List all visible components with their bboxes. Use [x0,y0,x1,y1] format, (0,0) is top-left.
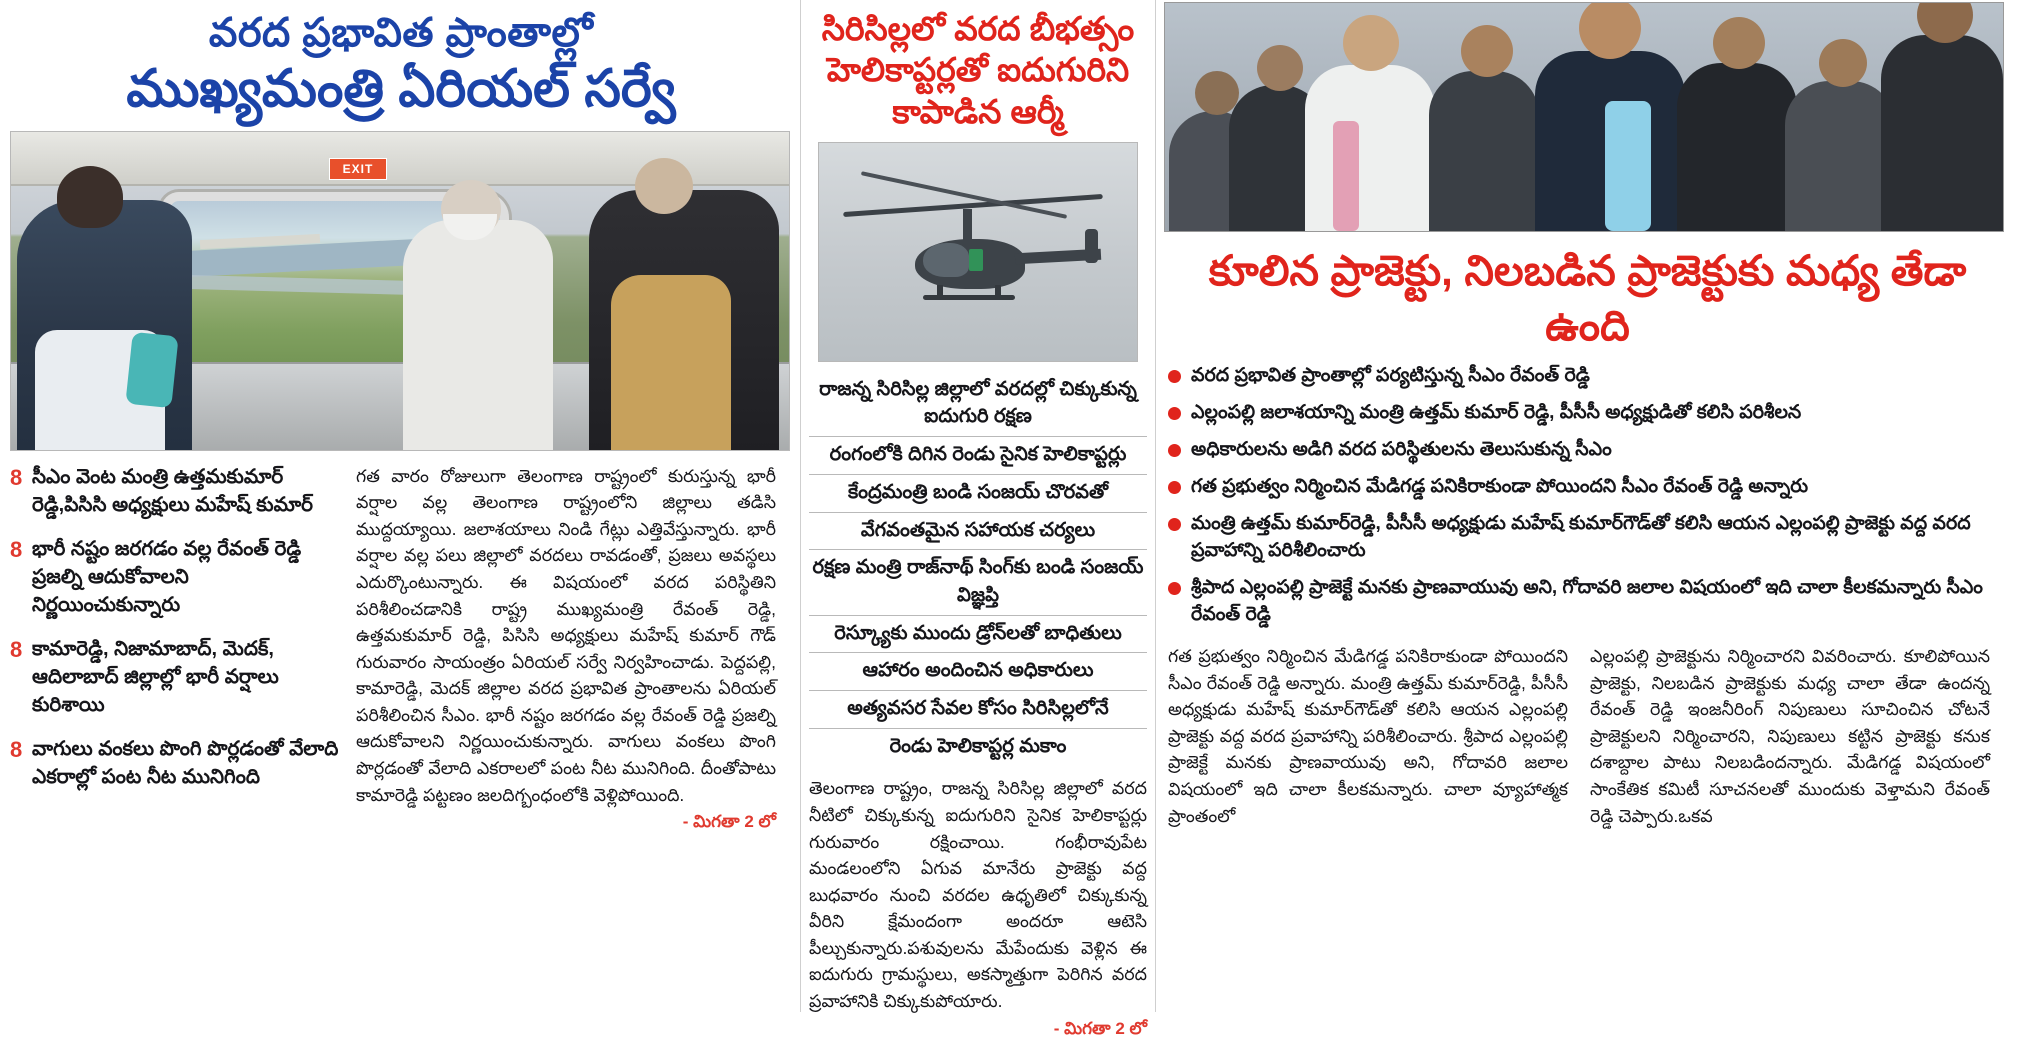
column1-headline-line2: ముఖ్యమంత్రి ఏరియల్ సర్వే [126,60,676,119]
column1-headline [10,0,792,121]
column1-article: గత వారం రోజులుగా తెలంగాణ రాష్ట్రంలో కురుస్తున్న భారీ వర్షాల వల్ల తెలంగాణ రాష్ట్రంలోని జిల్లాలు తడిసి ముద్దయ్యాయి. జలాశయాలు నిండి గేట్లు ఎత్తివేస్తున్నారు. భారీ వర్షాల వల్ల పలు జిల్లాలో వరదలు రావడంతో, ప్రజలు అవస్థలు ఎదుర్కొంటున్నారు. ఈ విషయంలో వరద పరిస్థితిని పరిశీలించడానికి రాష్ట్ర ముఖ్యమంత్రి రేవంత్ రెడ్డి, ఉత్తమకుమార్ రెడ్డి, పిసిసి అధ్యక్షులు మహేష్ కుమార్ గౌడ్ గురువారం సాయంత్రం ఏరియల్ సర్వే నిర్వహించాడు. పెద్దపల్లి, కామారెడ్డి, మెదక్ జిల్లాల వరద ప్రభావిత ప్రాంతాలను ఏరియల్ పరిశీలించిన సీఎం. భారీ నష్టం జరగడం వల్ల రేవంత్ రెడ్డి ప్రజల్ని ఆదుకోవాలని నిర్ణయించుకున్నారు. వాగులు వంకలు పొంగి పొర్లడంతో వేలాది ఎకరాలలో పంట నీట మునిగింది. దీంతోపాటు కామారెడ్డి పట్టణం జలదిగ్బంధంలోకి వెళ్లిపోయింది. [356,465,776,805]
column-middle [800,0,1155,1038]
person-1-head [1195,71,1239,115]
column3-article-right: ఎల్లంపల్లి ప్రాజెక్టును నిర్మించారని వివరించారు. కూలిపోయిన ప్రాజెక్టు, నిలబడిన ప్రాజెక్టుకు మధ్య చాలా తేడా ఉందన్న రేవంత్ రెడ్డి ఇంజనీరింగ్ నిపుణులు సూచించిన చోటనే ప్రాజెక్టులని నిర్మించారని, నిపుణులు కట్టిన ప్రాజెక్టు కనుక దశాబ్దాల పాటు నిలబడిందన్నారు. మేడిగడ్డ విషయంలో సాంకేతిక కమిటీ సూచనలతో ముందుకు వెళ్తామని రేవంత్ రెడ్డి చెప్పారు.ఒకవ [1590,645,1990,826]
helicopter-marking [969,249,983,271]
blue-scarf [1605,101,1651,231]
person-4-head [1461,25,1513,77]
kicker-line: రక్షణ మంత్రి రాజ్‌నాథ్ సింగ్‌కు బండి సంజయ్ విజ్ఞప్తి [809,550,1147,615]
kicker-line: కేంద్రమంత్రి బండి సంజయ్ చొరవతో [809,475,1147,513]
list-item [1168,400,2007,427]
column1-bullet-list [10,463,340,837]
kicker-line: రెస్క్యూకు ముందు డ్రోన్‌లతో బాధితులు [809,616,1147,654]
person-4 [1429,71,1539,231]
column3-article-columns [1164,643,2011,829]
bullet-marker: 8 [10,736,23,762]
bullet-dot-icon [1168,407,1181,420]
list-item [10,735,340,791]
person-white-kurta-head [1343,15,1399,71]
bullet-dot-icon [1168,370,1181,383]
kicker-line: రంగంలోకి దిగిన రెండు సైనిక హెలికాప్టర్లు [809,437,1147,475]
list-item [10,535,340,619]
kicker-line: రాజన్న సిరిసిల్ల జిల్లాలో వరదల్లో చిక్కుకున్న ఐదుగురి రక్షణ [809,372,1147,437]
bullet-text: వాగులు వంకలు పొంగి పొర్లడంతో వేలాది ఎకరాల్లో పంట నీట మునిగింది [32,737,339,788]
column1-continuation: - మిగతా 2 లో [682,812,776,832]
bullet-text: మంత్రి ఉత్తమ్ కుమార్‌రెడ్డి, పీసీసీ అధ్యక్షుడు మహేష్ కుమార్‌గౌడ్‌తో కలిసి ఆయన ఎల్లంపల్లి ప్రాజెక్టు వద్ద వరద ప్రవాహాన్ని పరిశీలించారు [1191,513,1971,562]
kicker-line: రెండు హెలికాప్టర్ల మకాం [889,734,1067,757]
bullet-text: గత ప్రభుత్వం నిర్మించిన మేడిగడ్డ పనికిరాకుండా పోయిందని సీఎం రేవంత్ రెడ్డి అన్నారు [1191,476,1809,498]
column1-article-wrap [356,463,776,837]
bullet-marker: 8 [10,536,23,562]
scarf [125,331,178,407]
column2-kicker-list [809,372,1147,766]
cm-visit-photo [1164,2,2004,232]
exit-sign: EXIT [329,158,387,180]
person-white-kurta [1305,65,1435,231]
helicopter-photo [818,142,1138,362]
list-item [1168,363,2007,390]
column2-article: తెలంగాణ రాష్ట్రం, రాజన్న సిరిసిల్ల జిల్లాలో వరద నీటిలో చిక్కుకున్న ఐదుగురిని సైనిక హెలికాప్టర్లు గురువారం రక్షించాయి. గంభీరావుపేట మండలంలోని ఏగువ మానేరు ప్రాజెక్టు వద్ద బుధవారం నుంచి వరదల ఉధృతిలో చిక్కుకున్న వీరిని క్షేమందంగా అందరూ ఆటెసి పీల్చుకున్నారు.పశువులను మేపేందుకు వెళ్లిన ఈ ఐదుగురు గ్రామస్థులు, అకస్మాత్తుగా పెరిగిన వరద ప్రవాహానికి చిక్కుకుపోయారు. [809,778,1147,1012]
person-7 [1785,81,1895,231]
column-left [0,0,800,1012]
bullet-dot-icon [1168,444,1181,457]
list-item [1168,437,2007,464]
column-right [1155,0,2021,1012]
kicker-line: ఆహారం అందించిన అధికారులు [809,653,1147,691]
list-item [1168,474,2007,501]
person-left [17,200,192,450]
helicopter-tail-fin [1085,229,1098,263]
person-right-head [635,158,693,214]
list-item [10,463,340,519]
kicker-line: అత్యవసర సేవల కోసం సిరిసిల్లలోనే [809,691,1147,729]
bullet-text: ఎల్లంపల్లి జలాశయాన్ని మంత్రి ఉత్తమ్ కుమార్ రెడ్డి, పీసీసీ అధ్యక్షుడితో కలిసి పరిశీలన [1191,402,1802,424]
aerial-survey-photo [10,131,790,451]
person-2-head [1257,45,1303,91]
rotor-mast [963,209,972,243]
person-8 [1881,35,2003,231]
bullet-text: కామారెడ్డి, నిజామాబాద్, మెదక్, ఆదిలాబాద్ జిల్లాల్లో భారీ వర్షాలు కురిశాయి [32,637,279,716]
crowd-group [1165,31,2003,231]
column1-headline-line1: వరద ప్రభావిత ప్రాంతాల్లో [208,11,594,55]
person-7-head [1819,39,1867,87]
bullet-text: భారీ నష్టం జరగడం వల్ల రేవంత్ రెడ్డి ప్రజల్ని ఆదుకోవాలని నిర్ణయించుకున్నారు [32,537,302,616]
list-item [1168,511,2007,565]
column1-body [10,463,792,837]
helicopter-skid-strut-1 [937,285,943,299]
helicopter-skid-strut-2 [995,285,1001,299]
column3-headline: కూలిన ప్రాజెక్టు, నిలబడిన ప్రాజెక్టుకు మధ్య తేడా ఉంది [1208,247,1967,349]
bullet-dot-icon [1168,481,1181,494]
list-item [1168,575,2007,629]
list-item [10,635,340,719]
column3-bullet-list [1164,363,2011,629]
column2-continuation: - మిగతా 2 లో [1053,1018,1147,1038]
bullet-dot-icon [1168,518,1181,531]
bullet-text: శ్రీపాద ఎల్లంపల్లి ప్రాజెక్టే మనకు ప్రాణవాయువు అని, గోదావరి జలాల విషయంలో ఇది చాలా కీలకమన్నారు సీఎం రేవంత్ రెడ్డి [1191,577,1983,625]
bullet-marker: 8 [10,636,23,662]
column2-headline: సిరిసిల్లలో వరద బీభత్సం హెలికాప్టర్లతో ఐదుగురిని కాపాడిన ఆర్మీ [821,10,1135,130]
helicopter-cabin [923,243,969,277]
bullet-text: సీఎం వెంట మంత్రి ఉత్తమకుమార్ రెడ్డి,పిసిసి అధ్యక్షులు మహేష్ కుమార్ [32,465,314,516]
bullet-marker: 8 [10,464,23,490]
bullet-text: అధికారులను అడిగి వరద పరిస్థితులను తెలుసుకున్న సీఎం [1191,439,1612,461]
column3-article-left: గత ప్రభుత్వం నిర్మించిన మేడిగడ్డ పనికిరాకుండా పోయిందని సీఎం రేవంత్ రెడ్డి అన్నారు. మంత్రి ఉత్తమ్ కుమార్‌రెడ్డి, పీసీసీ అధ్యక్షుడు మహేష్ కుమార్‌గౌడ్‌తో కలిసి ఆయన ఎల్లంపల్లి ప్రాజెక్టు వద్ద వరద ప్రవాహాన్ని పరిశీలించారు. శ్రీపాద ఎల్లంపల్లి ప్రాజెక్టే మనకు ప్రాణవాయువు అని, గోదావరి జలాల విషయంలో ఇది చాలా కీలకమన్నారు. చాలా వ్యూహాత్మక ప్రాంతంలో [1168,645,1568,826]
kicker-line: వేగవంతమైన సహాయక చర్యలు [809,513,1147,551]
bullet-dot-icon [1168,582,1181,595]
person-right-vest [611,275,731,450]
person-6 [1677,63,1797,231]
bullet-text: వరద ప్రభావిత ప్రాంతాల్లో పర్యటిస్తున్న సీఎం రేవంత్ రెడ్డి [1191,365,1590,387]
person-6-head [1713,17,1765,69]
person-middle [403,220,553,450]
pink-scarf [1333,121,1359,231]
